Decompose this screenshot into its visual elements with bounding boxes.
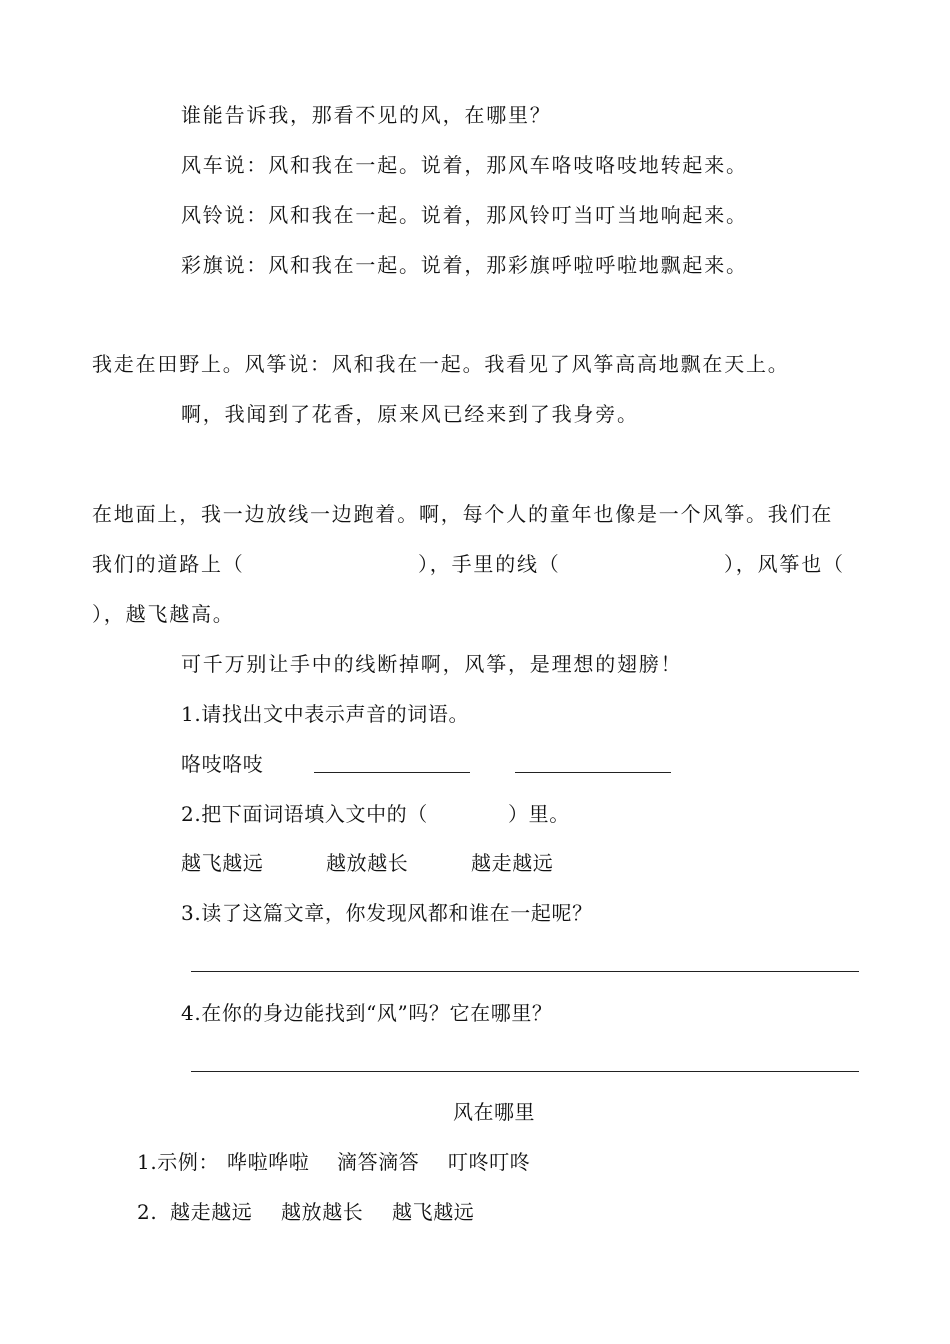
- passage-line-10: 可千万别让手中的线断掉啊，风筝，是理想的翅膀！: [181, 652, 683, 676]
- passage-line-5: 我走在田野上。风筝说：风和我在一起。我看见了风筝高高地飘在天上。: [92, 352, 790, 376]
- answer-section-title: 风在哪里: [453, 1100, 535, 1124]
- question-1-example: 咯吱咯吱: [181, 752, 264, 776]
- passage-line-6: 啊，我闻到了花香，原来风已经来到了我身旁。: [181, 402, 639, 426]
- answer-2-word-2: 越放越长: [281, 1200, 364, 1224]
- answer-1-word-1: 哗啦哗啦: [227, 1150, 310, 1174]
- passage-line-4: 彩旗说：风和我在一起。说着，那彩旗呼啦呼啦地飘起来。: [181, 253, 748, 277]
- passage-line-3: 风铃说：风和我在一起。说着，那风铃叮当叮当地响起来。: [181, 203, 748, 227]
- passage-blank-line-b: ），手里的线（: [418, 552, 561, 576]
- passage-line-2: 风车说：风和我在一起。说着，那风车咯吱咯吱地转起来。: [181, 153, 748, 177]
- passage-blank-line-c: ），风筝也（: [724, 552, 845, 576]
- answer-1-label: 1.示例：: [137, 1150, 220, 1174]
- answer-line-4[interactable]: [191, 1071, 859, 1072]
- passage-blank-line-a: 我们的道路上（: [92, 552, 245, 576]
- word-option-1: 越飞越远: [181, 851, 264, 875]
- question-1: 1.请找出文中表示声音的词语。: [181, 702, 470, 726]
- passage-line-7: 在地面上，我一边放线一边跑着。啊，每个人的童年也像是一个风筝。我们在: [92, 502, 834, 526]
- question-2-part-b: ）里。: [508, 802, 570, 826]
- passage-line-9: ），越飞越高。: [92, 602, 235, 626]
- answer-1-word-2: 滴答滴答: [337, 1150, 420, 1174]
- answer-2-label: 2.: [137, 1200, 158, 1224]
- answer-blank-2[interactable]: [515, 772, 671, 773]
- question-2-part-a: 2.把下面词语填入文中的（: [181, 802, 428, 826]
- answer-2-word-3: 越飞越远: [392, 1200, 475, 1224]
- passage-line-1: 谁能告诉我，那看不见的风，在哪里？: [181, 103, 552, 127]
- question-4: 4.在你的身边能找到“风”吗？它在哪里？: [181, 1001, 553, 1025]
- answer-blank-1[interactable]: [314, 772, 470, 773]
- answer-2-word-1: 越走越远: [170, 1200, 253, 1224]
- question-3: 3.读了这篇文章，你发现风都和谁在一起呢？: [181, 901, 593, 925]
- word-option-2: 越放越长: [326, 851, 409, 875]
- answer-1-word-3: 叮咚叮咚: [448, 1150, 531, 1174]
- word-option-3: 越走越远: [471, 851, 554, 875]
- answer-line-3[interactable]: [191, 971, 859, 972]
